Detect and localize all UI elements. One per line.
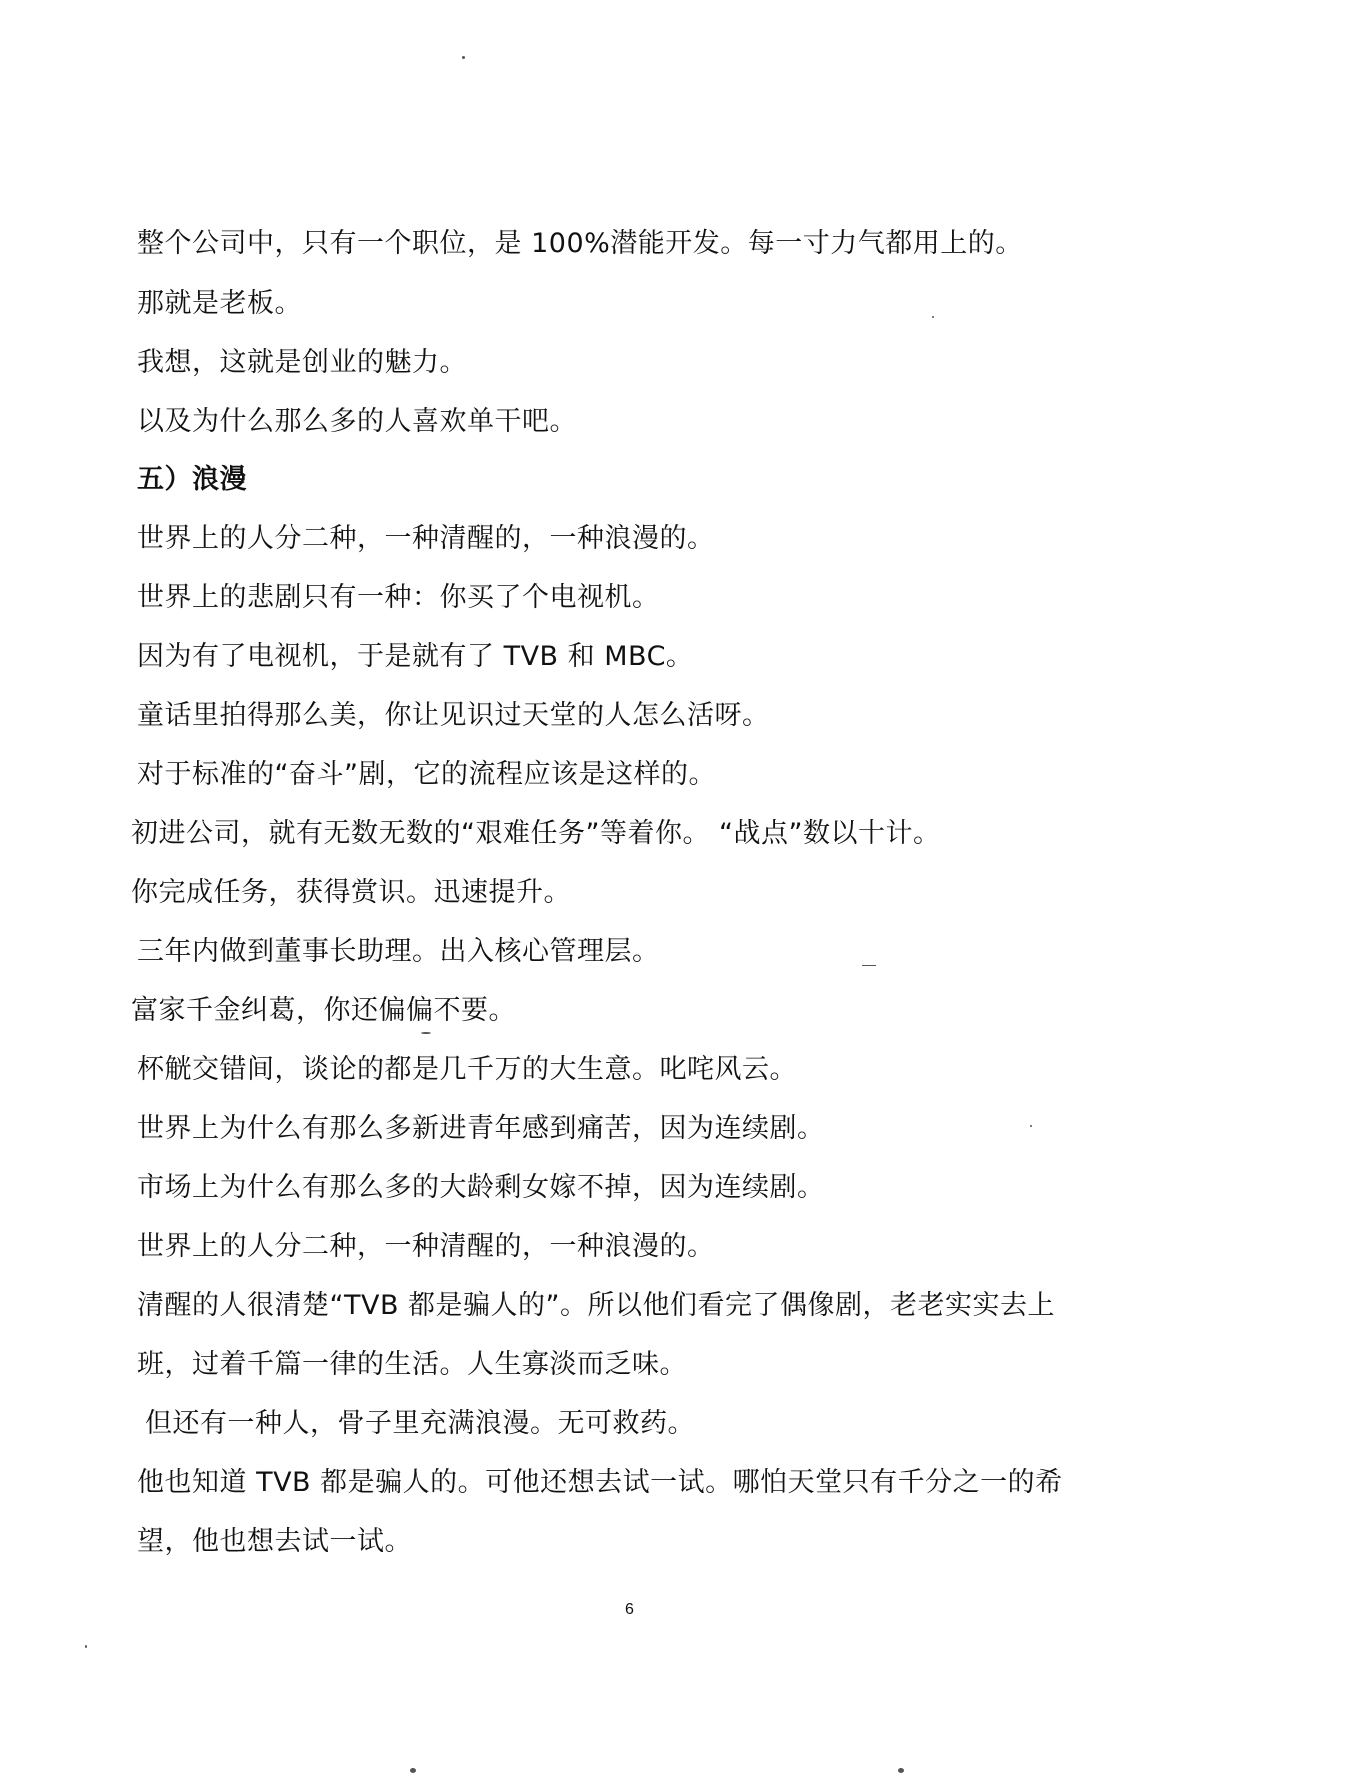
paragraph-line: 童话里拍得那么美，你让见识过天堂的人怎么活呀。 — [137, 700, 770, 731]
paragraph-line: 杯觥交错间，谈论的都是几千万的大生意。叱咤风云。 — [137, 1054, 797, 1085]
scan-speck — [421, 1032, 431, 1034]
paragraph-line: 望，他也想去试一试。 — [137, 1526, 412, 1557]
scan-speck — [862, 965, 876, 966]
paragraph-line: 但还有一种人，骨子里充满浪漫。无可救药。 — [145, 1408, 695, 1439]
paragraph-line: 以及为什么那么多的人喜欢单干吧。 — [137, 406, 577, 437]
paragraph-line: 班，过着千篇一律的生活。人生寡淡而乏味。 — [137, 1349, 687, 1380]
page-number: 6 — [625, 1601, 634, 1618]
paragraph-line: 富家千金纠葛，你还偏偏不要。 — [131, 995, 516, 1026]
scan-speck — [410, 1768, 416, 1773]
paragraph-line: 三年内做到董事长助理。出入核心管理层。 — [137, 936, 660, 967]
paragraph-line: 那就是老板。 — [137, 288, 302, 319]
paragraph-line: 世界上的悲剧只有一种：你买了个电视机。 — [137, 582, 660, 613]
paragraph-line: 世界上的人分二种，一种清醒的，一种浪漫的。 — [137, 523, 715, 554]
scan-speck — [898, 1768, 904, 1773]
section-heading: 五）浪漫 — [137, 464, 247, 495]
paragraph-line: 世界上的人分二种，一种清醒的，一种浪漫的。 — [137, 1231, 715, 1262]
paragraph-line: 对于标准的“奋斗”剧，它的流程应该是这样的。 — [137, 759, 716, 790]
paragraph-line: 世界上为什么有那么多新进青年感到痛苦，因为连续剧。 — [137, 1113, 825, 1144]
paragraph-line: 清醒的人很清楚“TVB 都是骗人的”。所以他们看完了偶像剧，老老实实去上 — [137, 1290, 1056, 1321]
scan-speck — [462, 56, 465, 59]
paragraph-line: 因为有了电视机，于是就有了 TVB 和 MBC。 — [137, 641, 694, 672]
scan-speck — [85, 1645, 87, 1648]
paragraph-line: 我想，这就是创业的魅力。 — [137, 347, 467, 378]
scan-speck — [1030, 1125, 1032, 1127]
paragraph-line: 市场上为什么有那么多的大龄剩女嫁不掉，因为连续剧。 — [137, 1172, 825, 1203]
paragraph-line: 他也知道 TVB 都是骗人的。可他还想去试一试。哪怕天堂只有千分之一的希 — [137, 1467, 1063, 1498]
scan-speck — [932, 316, 934, 318]
paragraph-line: 你完成任务，获得赏识。迅速提升。 — [131, 877, 571, 908]
paragraph-line: 整个公司中，只有一个职位，是 100%潜能开发。每一寸力气都用上的。 — [137, 228, 1023, 259]
paragraph-line: 初进公司，就有无数无数的“艰难任务”等着你。 “战点”数以十计。 — [131, 818, 941, 849]
